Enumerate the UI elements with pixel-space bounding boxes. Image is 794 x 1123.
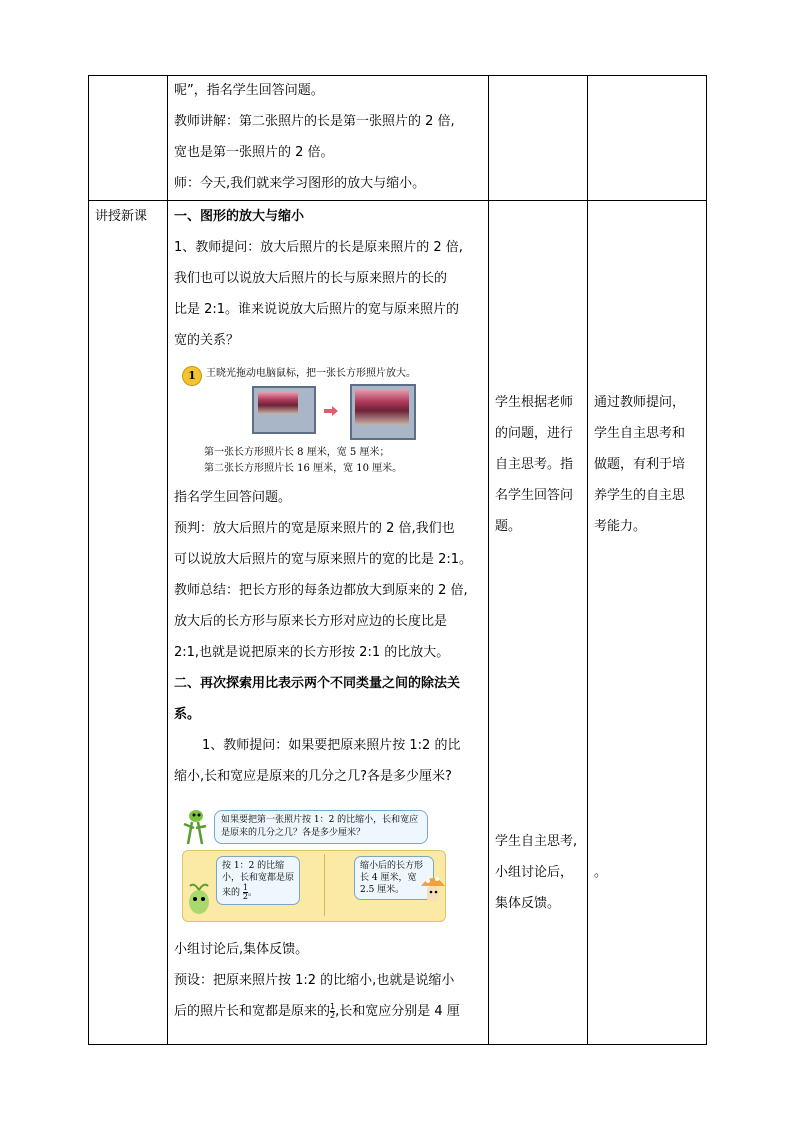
text-line: 放大后的长方形与原来长方形对应边的长度比是: [174, 614, 448, 629]
text-line: 养学生的自主思: [594, 488, 686, 503]
text-line: 2:1,也就是说把原来的长方形按 2:1 的比放大。: [174, 645, 450, 660]
text-line: 宽的关系？: [174, 333, 240, 348]
text-line: 预设：把原来照片按 1:2 的比缩小,也就是说缩小: [174, 973, 455, 988]
photo-enlarge-figure: [174, 362, 424, 480]
text-line: 名学生回答问: [495, 488, 574, 503]
photo-shrink-figure: [174, 802, 454, 930]
seedling-character-icon: [186, 882, 212, 918]
text-line: 可以说放大后照片的宽与原来照片的宽的比是 2:1。: [174, 552, 473, 567]
text-line: 学生自主思考和: [594, 426, 686, 441]
mantis-character-icon: [180, 806, 210, 848]
table-row: [89, 76, 707, 201]
bubble-text: 按 1：2 的比缩小，长和宽都是原来的: [222, 861, 295, 898]
text-line: 做题，有利于培: [594, 457, 686, 472]
text-line: 后的照片长和宽都是原来的 $\frac{1}{2}$ ,长和宽应分别是 4 厘: [174, 1002, 460, 1020]
mushroom-character-icon: [420, 872, 446, 906]
text-line: 教师讲解：第二张照片的长是第一张照片的 2 倍,: [174, 114, 455, 129]
fraction-one-half: $\frac{1}{2}$: [330, 1002, 336, 1020]
design-intent-cell: [588, 201, 707, 1045]
example-number-badge: 1: [182, 366, 202, 386]
text-line: 。: [594, 865, 608, 880]
text-line: 指名学生回答问题。: [174, 490, 292, 505]
lesson-plan-table: [88, 75, 707, 1045]
table-row: [89, 201, 707, 1045]
stage-cell: [89, 76, 168, 201]
text-line: 题。: [495, 519, 522, 534]
student-activity-cell: [489, 201, 588, 1045]
enlarged-photo: [350, 384, 416, 440]
section-heading: 二、再次探索用比表示两个不同类量之间的除法关: [174, 676, 461, 691]
text-line: 预判：放大后照片的宽是原来照片的 2 倍,我们也: [174, 521, 455, 536]
answer-bubble-ratio: 按 1：2 的比缩小，长和宽都是原来的 $\frac{1}{2}$ 。: [216, 856, 300, 905]
section-heading: 系。: [174, 707, 201, 722]
figure-text-line: 第一张长方形照片长 8 厘米，宽 5 厘米；: [204, 447, 390, 458]
question-bubble: 如果要把第一张照片按 1：2 的比缩小，长和宽应是原来的几分之几？各是多少厘米？: [214, 810, 428, 844]
stage-label: 讲授新课: [95, 209, 148, 224]
text-line: 的问题，进行: [495, 426, 574, 441]
text-line: 自主思考。指: [495, 457, 574, 472]
text-line: 师：今天,我们就来学习图形的放大与缩小。: [174, 176, 426, 191]
fraction-one-half: $\frac{1}{2}$: [242, 883, 248, 901]
text-line: 小组讨论后,集体反馈。: [174, 942, 309, 957]
text-line: 比是 2:1。谁来说说放大后照片的宽与原来照片的: [174, 302, 460, 317]
text-line: 集体反馈。: [495, 896, 561, 911]
original-photo: [252, 386, 316, 434]
student-activity-cell: [489, 76, 588, 201]
text-line: 学生自主思考,: [495, 834, 578, 849]
text-line: 考能力。: [594, 519, 647, 534]
stage-cell: [89, 201, 168, 1045]
text-line: 宽也是第一张照片的 2 倍。: [174, 145, 334, 160]
design-intent-cell: [588, 76, 707, 201]
text-line: 1、教师提问：放大后照片的长是原来照片的 2 倍,: [174, 240, 463, 255]
process-cell: [168, 76, 489, 201]
text-line: 我们也可以说放大后照片的长与原来照片的长的: [174, 271, 448, 286]
section-heading: 一、图形的放大与缩小: [174, 209, 305, 224]
text-line: 呢”，指名学生回答问题。: [174, 83, 324, 98]
answer-bubble-size: 缩小后的长方形长 4 厘米，宽 2.5 厘米。: [354, 856, 434, 900]
text-line: 通过教师提问，: [594, 395, 686, 410]
text-line: 教师总结：把长方形的每条边都放大到原来的 2 倍,: [174, 583, 468, 598]
figure-text-line: 第二张长方形照片长 16 厘米，宽 10 厘米。: [204, 463, 403, 474]
text-line: 小组讨论后，: [495, 865, 574, 880]
text-line: 1、教师提问：如果要把原来照片按 1:2 的比: [202, 738, 461, 753]
figure-caption: 王晓光拖动电脑鼠标，把一张长方形照片放大。: [206, 368, 416, 379]
text-line: 学生根据老师: [495, 395, 574, 410]
arrow-right-icon: [324, 406, 338, 416]
panel-divider: [324, 854, 325, 916]
process-cell: [168, 201, 489, 1045]
text-line: 缩小,长和宽应是原来的几分之几?各是多少厘米?: [174, 769, 452, 784]
